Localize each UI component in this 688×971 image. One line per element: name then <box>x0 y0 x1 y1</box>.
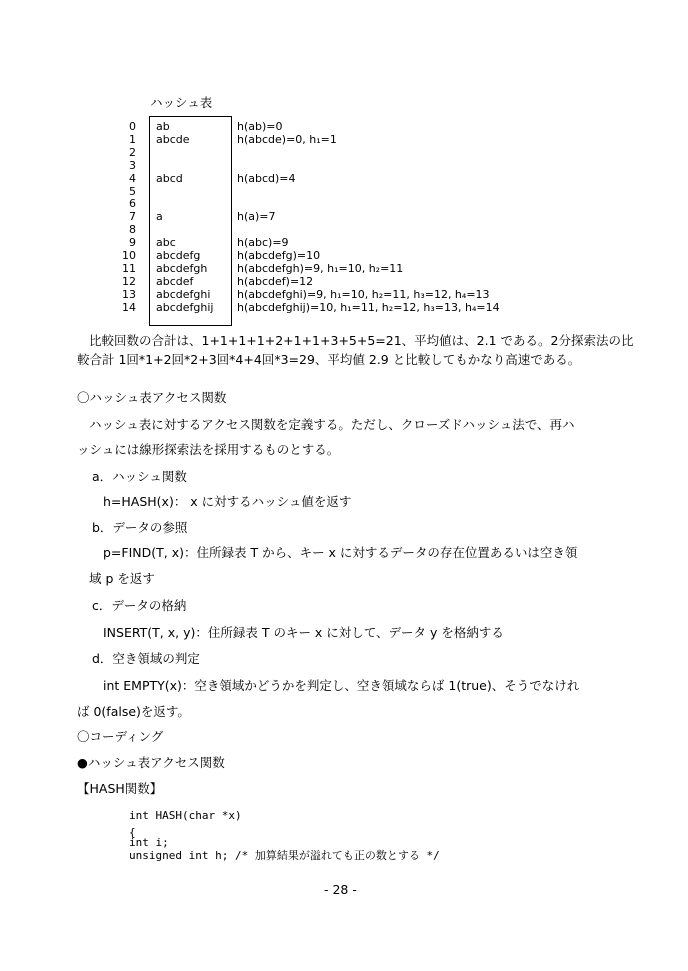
item-a-desc: h=HASH(x)： x に対するハッシュ値を返す <box>103 494 352 509</box>
hash-row-index: 10 <box>122 249 136 262</box>
hash-row-key: abcdef <box>156 274 194 288</box>
code-line-4: unsigned int h; /* 加算結果が溢れても正の数とする */ <box>129 849 440 862</box>
code-line-2: { <box>129 826 136 839</box>
hash-table-title: ハッシュ表 <box>150 95 213 110</box>
hash-row-key: abcdefg <box>156 249 201 262</box>
hash-row-key: abcdefgh <box>156 261 208 275</box>
hash-row-note: h(abcdefghi)=9, h₁=10, h₂=11, h₃=12, h₄=13 <box>237 287 490 301</box>
hash-row-note: h(abcdefghij)=10, h₁=11, h₂=12, h₃=13, h₄=14 <box>237 300 500 314</box>
hash-row-index: 14 <box>122 300 136 314</box>
comparison-line-1: 比較回数の合計は、1+1+1+1+2+1+1+3+5+5=21、平均値は、2.1 である。2分探索法の比 <box>89 333 634 348</box>
code-line-3: int i; <box>129 836 169 849</box>
hash-row-key: abcdefghij <box>156 300 214 314</box>
hash-row-index: 8 <box>129 223 136 237</box>
item-b-title: b．データの参照 <box>92 520 188 535</box>
item-d-desc-1: int EMPTY(x)：空き領域かどうかを判定し、空き領域ならば 1(true)、そうでなけれ <box>103 678 580 693</box>
access-intro-1: ハッシュ表に対するアクセス関数を定義する。ただし、クローズドハッシュ法で、再ハ <box>89 417 575 432</box>
hash-row-index: 13 <box>122 287 136 301</box>
hash-row-note: h(abcdef)=12 <box>237 274 314 288</box>
hash-row-key: ab <box>156 120 170 133</box>
coding-heading: 〇コーディング <box>77 729 164 744</box>
item-d-desc-2: ば 0(false)を返す。 <box>77 704 190 719</box>
hash-row-index: 1 <box>129 132 136 146</box>
hash-row-key: abc <box>156 236 176 250</box>
hash-row-index: 11 <box>122 261 136 275</box>
coding-subheading: ●ハッシュ表アクセス関数 <box>77 755 225 770</box>
hash-row-index: 5 <box>129 184 136 198</box>
hash-row-index: 7 <box>129 210 136 224</box>
hash-row-note: h(a)=7 <box>237 210 276 224</box>
code-line-1: int HASH(char *x) <box>129 809 242 822</box>
access-intro-2: ッシュには線形探索法を採用するものとする。 <box>77 442 340 457</box>
hash-row-note: h(abcdefgh)=9, h₁=10, h₂=11 <box>237 261 404 275</box>
hash-row-note: h(abcde)=0, h₁=1 <box>237 132 337 146</box>
hash-row-key: abcdefghi <box>156 287 211 301</box>
page-number: - 28 - <box>324 882 357 897</box>
hash-row-key: abcde <box>156 132 190 146</box>
hash-row-index: 3 <box>129 158 136 172</box>
hash-row-index: 4 <box>129 171 136 185</box>
hash-row-note: h(ab)=0 <box>237 120 283 133</box>
hash-function-label: 【HASH関数】 <box>77 781 163 796</box>
hash-row-note: h(abcdefg)=10 <box>237 249 321 262</box>
item-a-title: a．ハッシュ関数 <box>92 469 187 484</box>
hash-row-index: 12 <box>122 274 136 288</box>
item-c-desc: INSERT(T, x, y)：住所録表 T のキー x に対して、データ y を格納する <box>103 625 504 640</box>
item-b-desc-2: 域 p を返す <box>89 571 155 586</box>
hash-row-index: 9 <box>129 236 136 250</box>
hash-row-index: 0 <box>129 120 136 133</box>
hash-row-note: h(abcd)=4 <box>237 171 296 185</box>
item-b-desc-1: p=FIND(T, x)：住所録表 T から、キー x に対するデータの存在位置あるいは空き領 <box>103 545 578 560</box>
comparison-line-2: 較合計 1回*1+2回*2+3回*4+4回*3=29、平均値 2.9 と比較してもかなり高速である。 <box>77 352 581 367</box>
hash-row-note: h(abc)=9 <box>237 236 289 250</box>
hash-row-key: a <box>156 210 163 224</box>
access-heading: 〇ハッシュ表アクセス関数 <box>77 390 227 405</box>
hash-row-index: 6 <box>129 197 136 211</box>
hash-row-index: 2 <box>129 145 136 159</box>
hash-row-key: abcd <box>156 171 183 185</box>
item-d-title: d．空き領域の判定 <box>92 651 200 666</box>
item-c-title: c．データの格納 <box>92 598 187 613</box>
